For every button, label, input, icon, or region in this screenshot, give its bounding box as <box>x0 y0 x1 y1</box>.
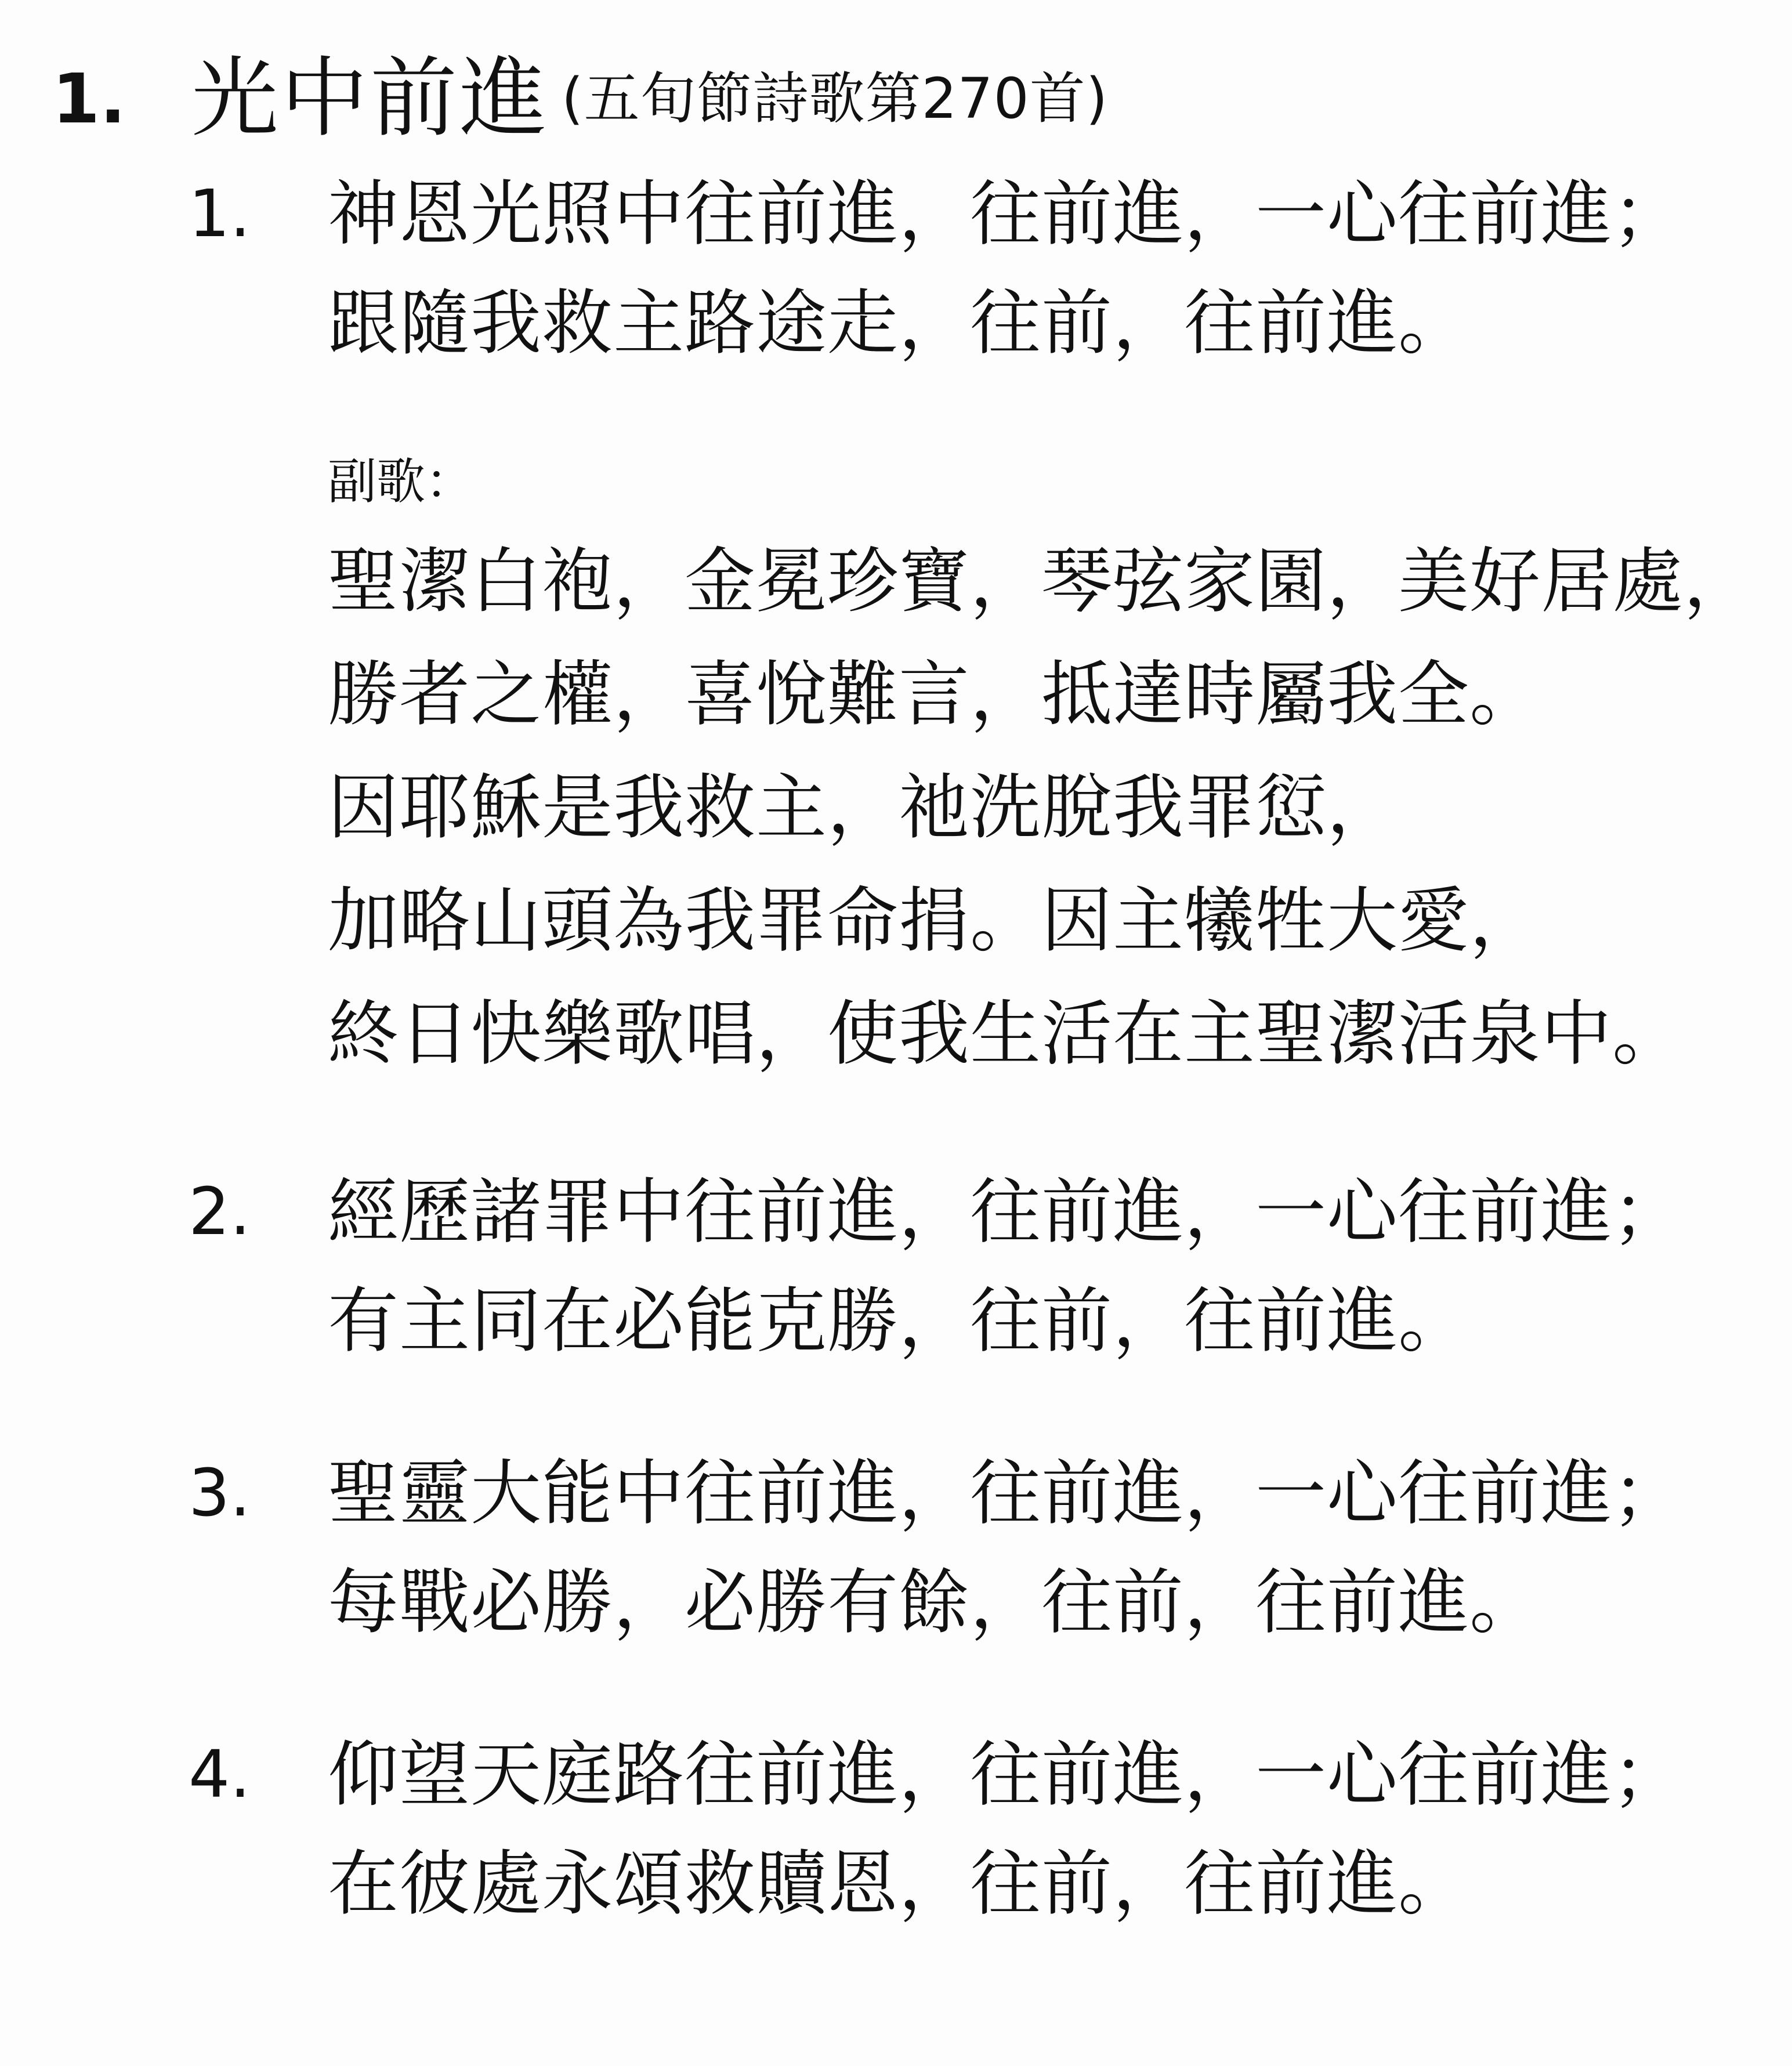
verse-number: 1. <box>189 176 251 252</box>
verse-2 <box>189 1157 1684 1376</box>
verse-3 <box>189 1439 1684 1657</box>
chorus <box>328 438 1755 1091</box>
chorus-line: 終日快樂歌唱，使我生活在主聖潔活泉中。 <box>328 993 1684 1075</box>
verse-4 <box>189 1720 1684 1938</box>
verse-lines <box>328 1439 1684 1657</box>
verse-line: 聖靈大能中往前進，往前進，一心往前進； <box>328 1452 1684 1535</box>
verse-lines <box>328 160 1684 378</box>
chorus-lines <box>328 525 1755 1091</box>
verse-lines <box>328 1157 1684 1376</box>
hymn-title: 光中前進 <box>191 48 549 149</box>
verse-line: 神恩光照中往前進，往前進，一心往前進； <box>328 173 1684 255</box>
chorus-line: 加略山頭為我罪命捐。因主犧牲大愛， <box>328 880 1541 962</box>
verse-number: 4. <box>189 1737 251 1812</box>
hymn-number: 1. <box>52 59 126 139</box>
verse-1 <box>189 160 1684 378</box>
chorus-label: 副歌： <box>328 453 475 510</box>
verse-line: 跟隨我救主路途走，往前，往前進。 <box>328 282 1469 364</box>
chorus-line: 勝者之權，喜悅難言，抵達時屬我全。 <box>328 653 1541 736</box>
verse-number: 2. <box>189 1174 251 1250</box>
verse-line: 有主同在必能克勝，往前，往前進。 <box>328 1280 1469 1362</box>
verse-line: 經歷諸罪中往前進，往前進，一心往前進； <box>328 1171 1684 1253</box>
verse-number: 3. <box>189 1456 251 1531</box>
verse-lines <box>328 1720 1684 1938</box>
hymn-source: (五旬節詩歌第270首) <box>562 66 1109 131</box>
chorus-line: 因耶穌是我救主，祂洗脫我罪愆， <box>328 766 1398 849</box>
verse-line: 在彼處永頌救贖恩，往前，往前進。 <box>328 1843 1469 1925</box>
chorus-line: 聖潔白袍，金冕珍寶，琴弦家園，美好居處， <box>328 540 1755 623</box>
hymn-header <box>52 49 1108 148</box>
verse-line: 每戰必勝，必勝有餘，往前，往前進。 <box>328 1561 1541 1644</box>
verse-line: 仰望天庭路往前進，往前進，一心往前進； <box>328 1734 1684 1816</box>
